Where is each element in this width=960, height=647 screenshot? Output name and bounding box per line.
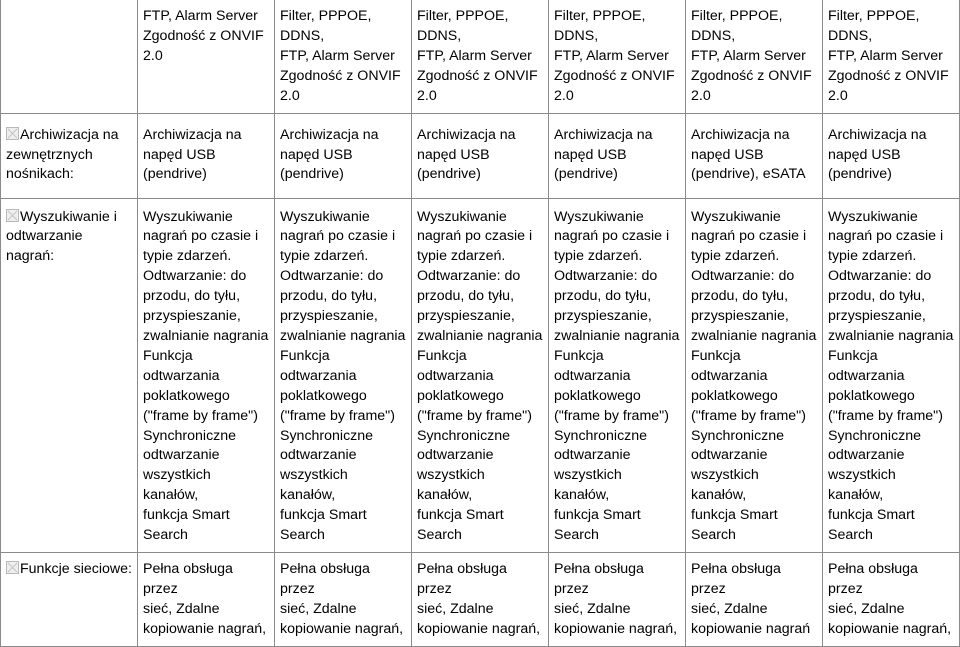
cell-text: Pełna obsługa przez sieć, Zdalne kopiowanie nagrań, [143, 560, 267, 637]
table-cell [138, 113, 275, 198]
table-cell [686, 0, 823, 113]
row-label-search-playback [1, 198, 138, 552]
table-cell [138, 198, 275, 552]
table-cell [138, 0, 275, 113]
cell-text: Filter, PPPOE, DDNS, FTP, Alarm Server Zgodność z ONVIF 2.0 [691, 8, 812, 104]
cell-text: Filter, PPPOE, DDNS, FTP, Alarm Server Zgodność z ONVIF 2.0 [280, 8, 401, 104]
table-cell [823, 552, 960, 646]
row-label: Archiwizacja na zewnętrznych nośnikach: [6, 126, 119, 183]
row-label-network [1, 552, 138, 646]
cell-text: Pełna obsługa przez sieć, Zdalne kopiowanie nagrań, [828, 560, 952, 637]
table-cell [275, 198, 412, 552]
table-cell [549, 113, 686, 198]
cell-text: Pełna obsługa przez sieć, Zdalne kopiowanie nagrań, [417, 560, 541, 637]
table-cell [686, 552, 823, 646]
table-cell [412, 552, 549, 646]
cell-text: Archiwizacja na napęd USB (pendrive) [828, 126, 927, 183]
table-cell [823, 0, 960, 113]
cell-text: Pełna obsługa przez sieć, Zdalne kopiowanie nagrań, [554, 560, 678, 637]
table-cell [275, 0, 412, 113]
cell-text: Wyszukiwanie nagrań po czasie i typie zdarzeń. Odtwarzanie: do przodu, do tyłu, przyspieszanie, zwalnianie nagrania Funkcja odtwarzania poklatkowego ("frame by frame") Synchroniczne odtwarzanie wszystkich kanałów, funkcja Smart Search [280, 208, 406, 544]
row-label-archiving [1, 113, 138, 198]
cell-text: Wyszukiwanie nagrań po czasie i typie zdarzeń. Odtwarzanie: do przodu, do tyłu, przyspieszanie, zwalnianie nagrania Funkcja odtwarzania poklatkowego ("frame by frame") Synchroniczne odtwarzanie wszystkich kanałów, funkcja Smart Search [143, 208, 269, 544]
table-row [1, 198, 960, 552]
broken-image-icon [6, 127, 19, 140]
row-label-empty [1, 0, 138, 113]
table-cell [275, 113, 412, 198]
table-cell [549, 552, 686, 646]
cell-text: Archiwizacja na napęd USB (pendrive) [554, 126, 653, 183]
row-label: Wyszukiwanie i odtwarzanie nagrań: [6, 208, 117, 265]
broken-image-icon [6, 561, 19, 574]
cell-text: Pełna obsługa przez sieć, Zdalne kopiowanie nagrań, [280, 560, 404, 637]
cell-text: FTP, Alarm Server Zgodność z ONVIF 2.0 [143, 8, 264, 64]
table-cell [412, 0, 549, 113]
broken-image-icon [6, 209, 19, 222]
cell-text: Wyszukiwanie nagrań po czasie i typie zdarzeń. Odtwarzanie: do przodu, do tyłu, przyspieszanie, zwalnianie nagrania Funkcja odtwarzania poklatkowego ("frame by frame") Synchroniczne odtwarzanie wszystkich kanałów, funkcja Smart Search [417, 208, 543, 544]
table-cell [549, 0, 686, 113]
cell-text: Wyszukiwanie nagrań po czasie i typie zdarzeń. Odtwarzanie: do przodu, do tyłu, przyspieszanie, zwalnianie nagrania Funkcja odtwarzania poklatkowego ("frame by frame") Synchroniczne odtwarzanie wszystkich kanałów, funkcja Smart Search [691, 208, 817, 544]
cell-text: Archiwizacja na napęd USB (pendrive), eSATA [691, 126, 806, 183]
cell-text: Archiwizacja na napęd USB (pendrive) [143, 126, 242, 183]
table-cell [138, 552, 275, 646]
table-row [1, 552, 960, 646]
table-cell [823, 198, 960, 552]
table-cell [412, 113, 549, 198]
cell-text: Filter, PPPOE, DDNS, FTP, Alarm Server Zgodność z ONVIF 2.0 [417, 8, 538, 104]
table-cell [686, 113, 823, 198]
row-label: Funkcje sieciowe: [20, 560, 132, 577]
table-row [1, 0, 960, 113]
table-cell [275, 552, 412, 646]
cell-text: Filter, PPPOE, DDNS, FTP, Alarm Server Zgodność z ONVIF 2.0 [554, 8, 675, 104]
cell-text: Wyszukiwanie nagrań po czasie i typie zdarzeń. Odtwarzanie: do przodu, do tyłu, przyspieszanie, zwalnianie nagrania Funkcja odtwarzania poklatkowego ("frame by frame") Synchroniczne odtwarzanie wszystkich kanałów, funkcja Smart Search [828, 208, 954, 544]
cell-text: Pełna obsługa przez sieć, Zdalne kopiowanie nagrań [691, 560, 811, 637]
table-cell [686, 198, 823, 552]
table-cell [549, 198, 686, 552]
cell-text: Archiwizacja na napęd USB (pendrive) [417, 126, 516, 183]
cell-text: Wyszukiwanie nagrań po czasie i typie zdarzeń. Odtwarzanie: do przodu, do tyłu, przyspieszanie, zwalnianie nagrania Funkcja odtwarzania poklatkowego ("frame by frame") Synchroniczne odtwarzanie wszystkich kanałów, funkcja Smart Search [554, 208, 680, 544]
table-cell [823, 113, 960, 198]
cell-text: Archiwizacja na napęd USB (pendrive) [280, 126, 379, 183]
table-cell [412, 198, 549, 552]
table-row [1, 113, 960, 198]
cell-text: Filter, PPPOE, DDNS, FTP, Alarm Server Zgodność z ONVIF 2.0 [828, 8, 949, 104]
